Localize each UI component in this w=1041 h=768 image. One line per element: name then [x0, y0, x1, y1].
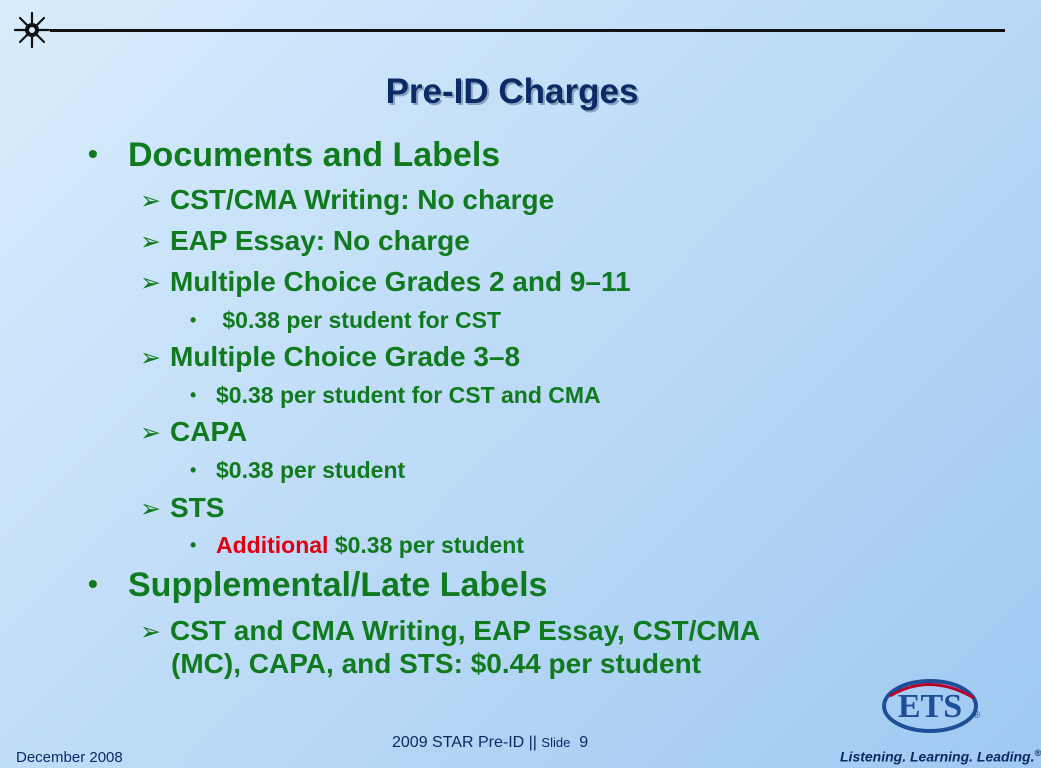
list-item-sts [140, 492, 224, 524]
ets-logo [880, 672, 984, 736]
sub-item-capa-price [190, 457, 405, 484]
additional-highlight: Additional [216, 532, 329, 558]
section-heading: Supplemental/Late Labels [128, 566, 548, 604]
sub-item-cst-price [190, 307, 501, 334]
list-item-label-line1: CST and CMA Writing, EAP Essay, CST/CMA [170, 615, 761, 646]
list-item-cst-cma-writing [140, 184, 554, 216]
list-item-capa [140, 416, 247, 448]
sub-item-label: $0.38 per student for CST and CMA [216, 382, 601, 408]
list-item-mc-grades-2-9-11 [140, 266, 631, 298]
section-heading: Documents and Labels [128, 136, 501, 174]
list-item-label: Multiple Choice Grades 2 and 9–11 [170, 266, 631, 297]
ets-logo-registered: ® [973, 710, 981, 721]
bullet-icon: • [190, 310, 197, 330]
section-supplemental-late-labels [88, 566, 547, 605]
arrow-bullet-icon: ➢ [140, 269, 161, 297]
bullet-icon: • [88, 138, 98, 169]
list-item-eap-essay [140, 225, 470, 257]
list-item-mc-grade-3-8 [140, 341, 520, 373]
arrow-bullet-icon: ➢ [140, 228, 161, 256]
list-item-label: STS [170, 492, 225, 523]
slide-title: Pre-ID Charges [385, 72, 639, 111]
bullet-icon: • [190, 460, 197, 480]
header-rule [50, 29, 1005, 32]
sub-item-label: $0.38 per student [216, 457, 406, 483]
tagline-registered: ® [1034, 748, 1041, 758]
arrow-bullet-icon: ➢ [140, 344, 161, 372]
ets-logo-text: ETS [897, 688, 963, 725]
arrow-bullet-icon: ➢ [140, 618, 161, 646]
star-compass-icon [12, 10, 52, 50]
tagline-text: Listening. Learning. Leading. [840, 748, 1035, 765]
list-item-label: EAP Essay: No charge [170, 225, 470, 256]
section-documents-and-labels [88, 136, 500, 175]
footer-title: 2009 STAR Pre-ID || [392, 734, 542, 751]
footer-date: December 2008 [16, 749, 123, 766]
arrow-bullet-icon: ➢ [140, 419, 161, 447]
slide-label: Slide [541, 735, 571, 750]
list-item-label: CAPA [170, 416, 248, 447]
arrow-bullet-icon: ➢ [140, 187, 161, 215]
slide-number: 9 [579, 734, 589, 751]
bullet-icon: • [190, 385, 197, 405]
ets-tagline [840, 748, 1041, 765]
bullet-icon: • [88, 568, 98, 599]
bullet-icon: • [190, 535, 197, 555]
footer-slide-info [392, 734, 588, 752]
list-item-label: CST/CMA Writing: No charge [170, 184, 555, 215]
list-item-supplemental-pricing [140, 615, 760, 647]
sub-item-sts-price [190, 532, 524, 559]
list-item-label: Multiple Choice Grade 3–8 [170, 341, 521, 372]
sub-item-label: $0.38 per student for CST [216, 307, 502, 333]
arrow-bullet-icon: ➢ [140, 495, 161, 523]
list-item-label-line2: (MC), CAPA, and STS: $0.44 per student [171, 648, 701, 679]
sub-item-label: $0.38 per student [328, 532, 525, 558]
sub-item-cst-cma-price [190, 382, 601, 409]
